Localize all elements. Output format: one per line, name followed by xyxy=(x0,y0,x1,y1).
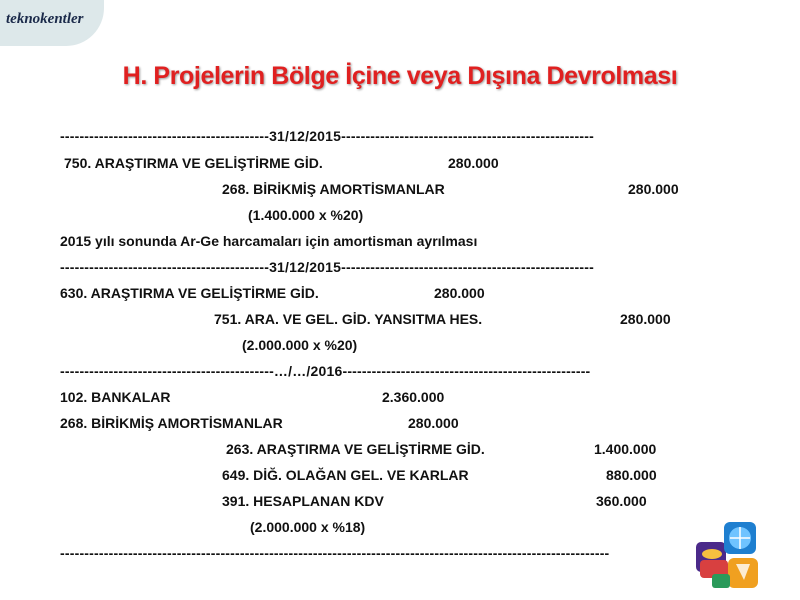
entry-credit-account: 751. ARA. VE GEL. GİD. YANSITMA HES. xyxy=(214,311,483,327)
entry-debit-account: 102. BANKALAR xyxy=(60,389,171,405)
entry-debit-amount: 2.360.000 xyxy=(382,389,445,405)
entry-credit-account: 391. HESAPLANAN KDV xyxy=(222,493,384,509)
globe-puzzle-logo-icon xyxy=(694,520,762,592)
entry-debit-account: 630. ARAŞTIRMA VE GELİŞTİRME GİD. xyxy=(60,285,319,301)
entry-credit-account: 268. BİRİKMİŞ AMORTİSMANLAR xyxy=(222,181,445,197)
entry-formula: (2.000.000 x %20) xyxy=(242,337,358,353)
separator-line: -------------------------------------------31/12/2015---------------------------------------------------- xyxy=(60,259,594,275)
entry-description: 2015 yılı sonunda Ar-Ge harcamaları için amortisman ayrılması xyxy=(60,233,478,249)
entry-credit-amount: 360.000 xyxy=(596,493,647,509)
entry-debit-amount: 280.000 xyxy=(448,155,499,171)
separator-line: ----------------------------------------------------------------------------------------------------------------- xyxy=(60,545,610,561)
entry-credit-amount: 280.000 xyxy=(620,311,671,327)
page-title: H. Projelerin Bölge İçine veya Dışına Devrolması xyxy=(122,62,678,90)
separator-line: --------------------------------------------…/…/2016--------------------------------------------------- xyxy=(60,363,591,379)
separator-line: -------------------------------------------31/12/2015---------------------------------------------------- xyxy=(60,128,594,144)
entry-credit-amount: 880.000 xyxy=(606,467,657,483)
entry-debit-amount: 280.000 xyxy=(434,285,485,301)
entry-credit-account: 263. ARAŞTIRMA VE GELİŞTİRME GİD. xyxy=(226,441,485,457)
entry-credit-account: 649. DİĞ. OLAĞAN GEL. VE KARLAR xyxy=(222,467,469,483)
entry-formula: (1.400.000 x %20) xyxy=(248,207,364,223)
entry-credit-amount: 280.000 xyxy=(628,181,679,197)
entry-formula: (2.000.000 x %18) xyxy=(250,519,366,535)
entry-debit-amount: 280.000 xyxy=(408,415,459,431)
entry-debit-account: 750. ARAŞTIRMA VE GELİŞTİRME GİD. xyxy=(64,155,323,171)
entry-debit-account: 268. BİRİKMİŞ AMORTİSMANLAR xyxy=(60,415,283,431)
entry-credit-amount: 1.400.000 xyxy=(594,441,657,457)
brand-text: teknokentler xyxy=(6,11,84,27)
brand-tab xyxy=(0,0,104,46)
